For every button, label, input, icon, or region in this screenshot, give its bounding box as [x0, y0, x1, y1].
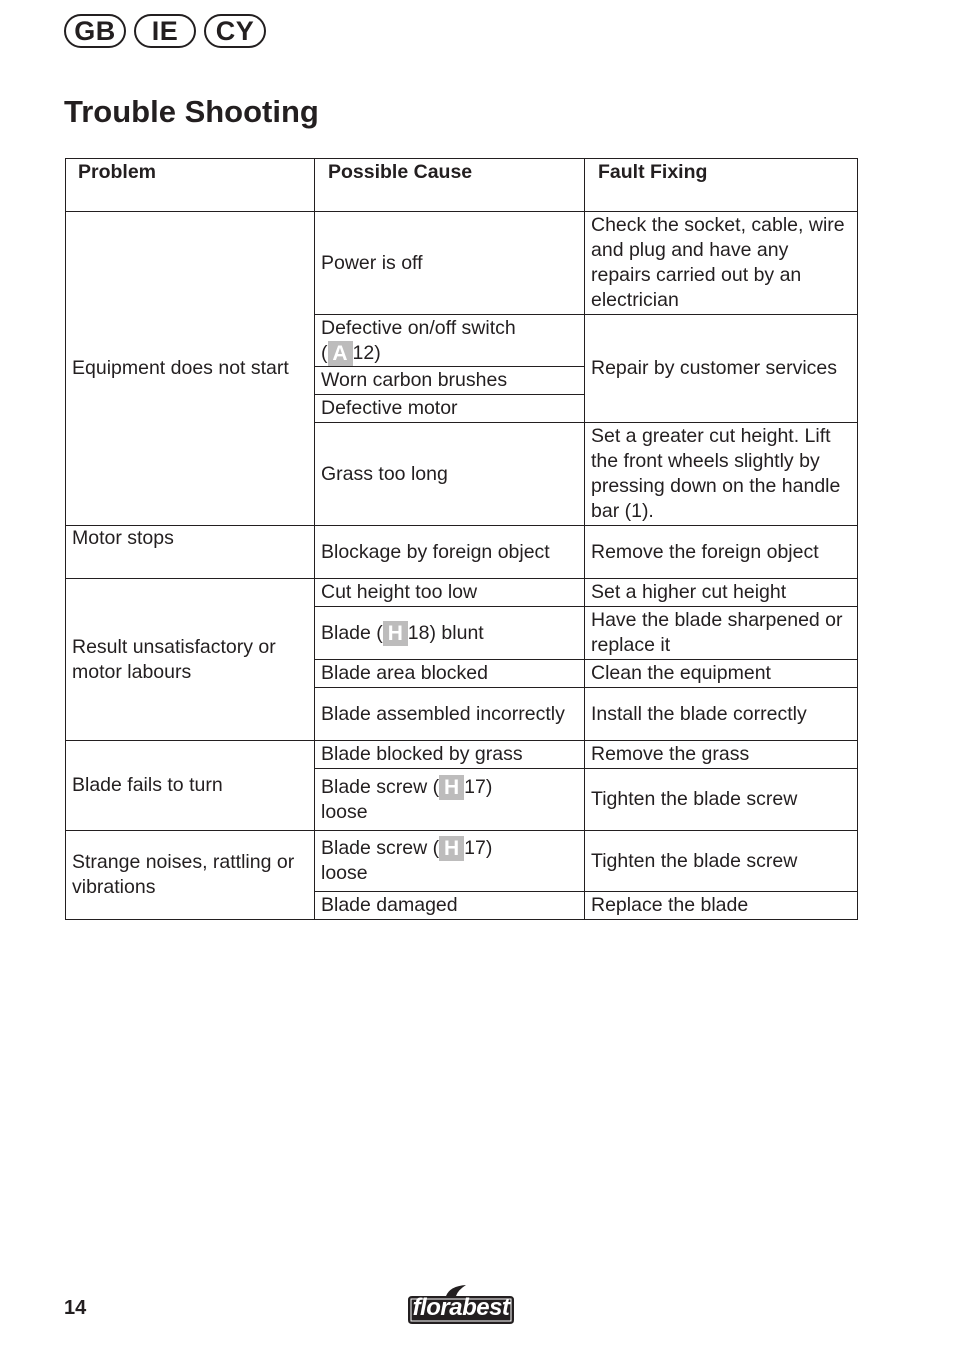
cause-cell: Defective on/off switch ( A 12) [315, 315, 585, 367]
fix-text: Remove the grass [591, 743, 750, 765]
fix-text: Have the blade sharpened or replace it [591, 609, 843, 656]
fix-text: Repair by customer services [591, 357, 837, 379]
fix-cell [585, 579, 858, 607]
cause-cell [315, 423, 585, 526]
page-title: Trouble Shooting [64, 94, 319, 129]
cause-text: Defective on/off switch [321, 316, 516, 339]
header-fault-fixing: Fault Fixing [585, 159, 858, 212]
cause-cell [315, 395, 585, 423]
cause-cell: Blade screw ( H 17) loose [315, 831, 585, 892]
fix-text: Tighten the blade screw [591, 849, 798, 872]
cause-text: Blade damaged [321, 894, 458, 916]
country-badge-gb: GB [64, 14, 126, 48]
fix-cell [585, 741, 858, 769]
figure-ref-badge: A [328, 341, 353, 366]
figure-ref-number: 17 [464, 837, 486, 859]
cause-cell [315, 892, 585, 920]
cause-text: blunt [441, 621, 484, 644]
fix-cell [585, 526, 858, 579]
fix-text: Set a higher cut height [591, 581, 787, 603]
table-row [66, 526, 858, 579]
figure-ref-badge: H [439, 775, 464, 800]
cause-text: Cut height too low [321, 581, 478, 603]
cause-text: Blade screw [321, 775, 428, 798]
problem-text: Result unsatisfactory or motor labours [72, 635, 276, 683]
fix-text: Replace the blade [591, 894, 749, 916]
cause-cell [315, 688, 585, 741]
cause-cell: Blade ( H 18) blunt [315, 607, 585, 660]
cause-cell [315, 741, 585, 769]
problem-text: Strange noises, rattling or vibrations [72, 851, 295, 898]
problem-cell [66, 212, 315, 526]
logo-text: florabest [412, 1294, 510, 1321]
cause-text: loose [321, 800, 368, 823]
fix-cell [585, 607, 858, 660]
cause-text: Defective motor [321, 397, 458, 419]
fix-cell [585, 892, 858, 920]
fix-cell [585, 769, 858, 831]
problem-cell [66, 579, 315, 741]
fix-cell [585, 315, 858, 423]
fix-cell [585, 831, 858, 892]
cause-cell [315, 367, 585, 395]
figure-ref-number: 17 [464, 775, 486, 798]
table-header-row [66, 159, 858, 212]
problem-cell [66, 741, 315, 831]
florabest-logo [406, 1284, 516, 1331]
cause-cell [315, 526, 585, 579]
cause-cell [315, 579, 585, 607]
figure-ref-badge: H [383, 621, 408, 646]
fix-cell [585, 423, 858, 526]
cause-text: Blade [321, 621, 371, 644]
figure-ref-badge: H [439, 836, 464, 861]
fix-cell [585, 212, 858, 315]
cause-text: Blade assembled incorrectly [321, 702, 565, 725]
cause-text: Blockage by foreign object [321, 540, 550, 563]
cause-cell [315, 212, 585, 315]
fix-text: Tighten the blade screw [591, 788, 798, 810]
fix-cell [585, 688, 858, 741]
cause-text: Worn carbon brushes [321, 369, 508, 391]
cause-text: Power is off [321, 251, 423, 274]
problem-text: Blade fails to turn [72, 774, 223, 796]
cause-text: Blade screw [321, 837, 428, 859]
figure-ref-number: 12 [352, 341, 375, 364]
country-badge-ie: IE [134, 14, 196, 48]
table-row [66, 212, 858, 315]
fix-text: Remove the foreign object [591, 540, 819, 563]
fix-text: Set a greater cut height. Lift the front wheels slightly by pressing down on the handle bar (1). [591, 425, 841, 522]
cause-text: Grass too long [321, 462, 448, 485]
table-row [66, 579, 858, 607]
problem-cell [66, 831, 315, 920]
cause-text: Blade blocked by grass [321, 743, 523, 765]
table-row [66, 831, 858, 892]
fix-cell [585, 660, 858, 688]
problem-text: Motor stops [72, 527, 174, 549]
cause-text: Blade area blocked [321, 662, 488, 684]
cause-text: loose [321, 862, 368, 884]
fix-text: Check the socket, cable, wire and plug and have any repairs carried out by an electrician [591, 214, 845, 311]
page-number: 14 [64, 1297, 87, 1319]
troubleshooting-table [65, 158, 858, 920]
fix-text: Install the blade correctly [591, 702, 807, 725]
cause-cell [315, 660, 585, 688]
cause-cell: Blade screw ( H 17) loose [315, 769, 585, 831]
country-badges [64, 14, 266, 48]
header-possible-cause: Possible Cause [315, 159, 585, 212]
figure-ref-number: 18 [407, 621, 430, 644]
problem-cell [66, 526, 315, 579]
header-problem: Problem [66, 159, 315, 212]
table-row [66, 741, 858, 769]
fix-text: Clean the equipment [591, 662, 771, 684]
country-badge-cy: CY [204, 14, 266, 48]
problem-text: Equipment does not start [72, 357, 289, 379]
